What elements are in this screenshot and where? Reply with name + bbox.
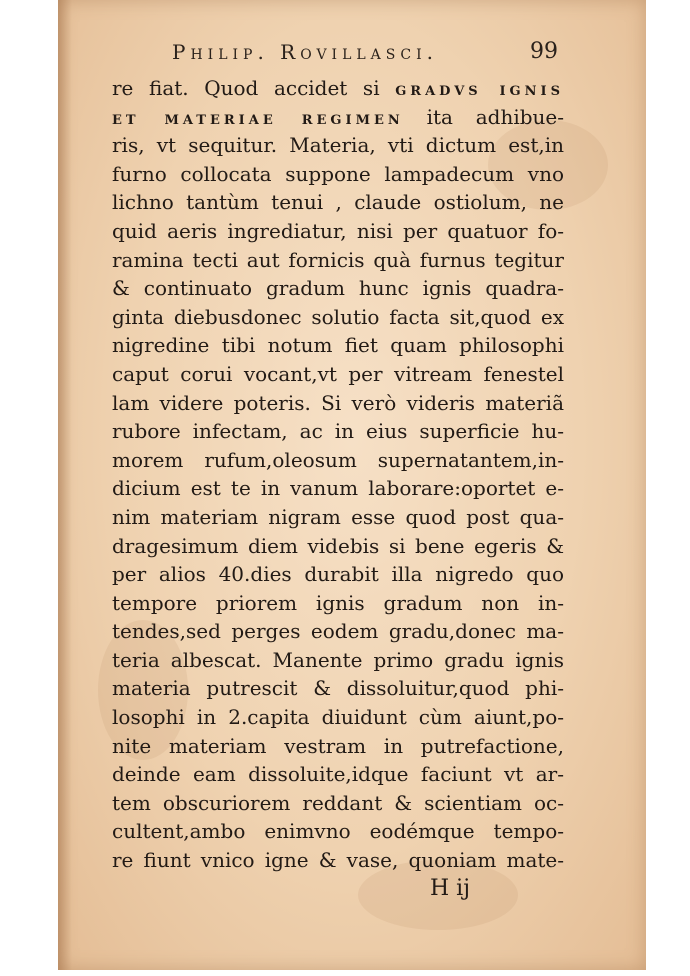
body-text: [112, 74, 564, 875]
text-run: ginta diebusdonec solutio facta sit,quod ex: [112, 304, 564, 329]
text-run: furno collocata suppone lampadecum vno: [112, 161, 564, 186]
text-run: dicium est te in vanum laborare:oportet e-: [112, 476, 564, 501]
text-run: morem rufum,oleosum supernatantem,in-: [112, 447, 564, 472]
text-run: deinde eam dissoluite,idque faciunt vt ar-: [112, 762, 564, 787]
text-run: losophi in 2.capita diuidunt cùm aiunt,po-: [112, 705, 564, 730]
text-run: re fiat. Quod accidet si: [112, 76, 396, 100]
text-run: ris, vt sequitur. Materia, vti dictum est,in: [112, 133, 564, 158]
text-run: cultent,ambo enimvno eodémque tempo-: [112, 819, 564, 844]
text-run: lam videre poteris. Si verò videris materiã: [112, 390, 564, 415]
text-line: [112, 817, 564, 846]
text-line: [112, 131, 564, 160]
text-line: [112, 188, 564, 217]
running-head: [110, 40, 560, 72]
text-line: [112, 417, 564, 446]
page-number: 99: [530, 39, 558, 64]
text-line: [112, 732, 564, 761]
text-run: tempore priorem ignis gradum non in-: [112, 590, 564, 615]
text-line: [112, 503, 564, 532]
text-run: nigredine tibi notum fiet quam philosophi: [112, 333, 564, 358]
text-line: [112, 760, 564, 789]
text-line: [112, 617, 564, 646]
text-line: [112, 589, 564, 618]
text-line: [112, 446, 564, 475]
text-line: [112, 217, 564, 246]
text-line: [112, 74, 564, 103]
text-line: [112, 360, 564, 389]
text-line: [112, 274, 564, 303]
text-run: nim materiam nigram esse quod post qua-: [112, 504, 564, 529]
text-run: nite materiam vestram in putrefactione,: [112, 733, 564, 758]
text-line: [112, 103, 564, 132]
text-run: re fiunt vnico igne & vase, quoniam mate-: [112, 848, 564, 873]
text-line: [112, 646, 564, 675]
text-run: rubore infectam, ac in eius superficie hu-: [112, 419, 564, 444]
text-run: ramina tecti aut fornicis quà furnus tegitur: [112, 247, 564, 272]
text-line: [112, 674, 564, 703]
text-run: lichno tantùm tenui , claude ostiolum, ne: [112, 190, 564, 215]
text-line: [112, 846, 564, 875]
text-line: [112, 331, 564, 360]
text-line: [112, 789, 564, 818]
text-line: [112, 474, 564, 503]
text-line: [112, 703, 564, 732]
text-run: materia putrescit & dissoluitur,quod phi-: [112, 676, 564, 701]
text-run: dragesimum diem videbis si bene egeris &: [112, 533, 564, 558]
text-run: ita adhibue-: [403, 104, 564, 129]
text-run: tendes,sed perges eodem gradu,donec ma-: [112, 619, 564, 644]
text-run: per alios 40.dies durabit illa nigredo quo: [112, 562, 564, 587]
small-caps-run: GRADVS IGNIS: [395, 84, 564, 99]
text-run: caput corui vocant,vt per vitream fenestel: [112, 361, 564, 386]
text-run: teria albescat. Manente primo gradu ignis: [112, 647, 564, 672]
signature-mark: H ij: [430, 876, 471, 901]
small-caps-run: ET MATERIAE REGIMEN: [112, 112, 404, 128]
text-line: [112, 560, 564, 589]
text-run: quid aeris ingrediatur, nisi per quatuor fo-: [112, 218, 564, 243]
text-run: & continuato gradum hunc ignis quadra-: [112, 276, 564, 301]
text-line: [112, 532, 564, 561]
text-line: [112, 303, 564, 332]
running-title: Philip. Rovillasci.: [172, 40, 438, 64]
text-run: tem obscuriorem reddant & scientiam oc-: [112, 790, 564, 815]
text-line: [112, 160, 564, 189]
text-line: [112, 246, 564, 275]
text-line: [112, 389, 564, 418]
